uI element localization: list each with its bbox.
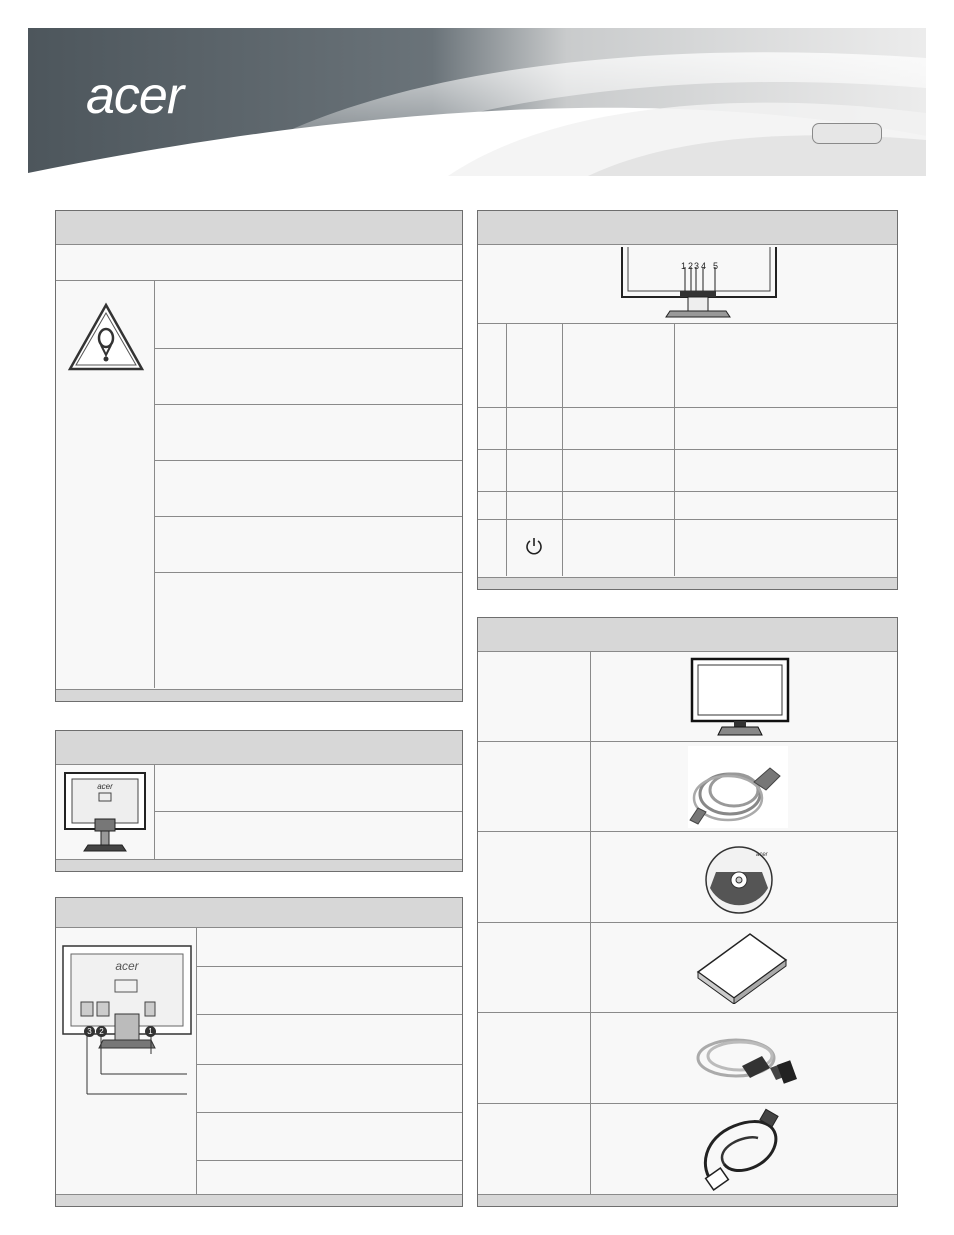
port-badge: 3 bbox=[84, 1026, 95, 1037]
cd-disc-icon bbox=[704, 842, 774, 916]
callout-4: 4 bbox=[701, 261, 707, 271]
port-badge: 1 bbox=[145, 1026, 156, 1037]
quick-guide-booklet-icon bbox=[694, 930, 790, 1004]
warning-triangle-icon bbox=[66, 301, 146, 373]
acer-logo: acer bbox=[86, 67, 184, 125]
dvi-cable-icon bbox=[694, 1108, 790, 1194]
front-controls-title bbox=[478, 211, 897, 245]
header-banner bbox=[28, 28, 926, 176]
svg-text:acer: acer bbox=[756, 852, 768, 858]
safety-panel bbox=[55, 210, 463, 702]
monitor-back-icon bbox=[62, 769, 148, 855]
package-title bbox=[478, 618, 897, 652]
safety-title bbox=[56, 211, 462, 245]
vga-cable-icon bbox=[690, 1022, 802, 1100]
callout-5: 5 bbox=[713, 261, 719, 271]
connect-title bbox=[56, 898, 462, 928]
power-cord-icon bbox=[688, 746, 788, 828]
callout-3: 3 bbox=[694, 261, 700, 271]
front-controls-panel bbox=[477, 210, 898, 590]
port-badge: 2 bbox=[96, 1026, 107, 1037]
power-icon[interactable] bbox=[524, 536, 544, 556]
monitor-rear-ports-icon bbox=[59, 944, 193, 1144]
stand-title bbox=[56, 731, 462, 765]
svg-text:acer: acer bbox=[115, 959, 139, 973]
monitor-icon bbox=[690, 657, 790, 737]
monitor-front-diagram bbox=[618, 247, 788, 323]
callout-2: 2 bbox=[688, 261, 694, 271]
stand-panel bbox=[55, 730, 463, 872]
connect-panel bbox=[55, 897, 463, 1207]
package-panel bbox=[477, 617, 898, 1207]
svg-text:acer: acer bbox=[97, 782, 113, 791]
language-tab bbox=[812, 123, 882, 144]
callout-1: 1 bbox=[681, 261, 687, 271]
